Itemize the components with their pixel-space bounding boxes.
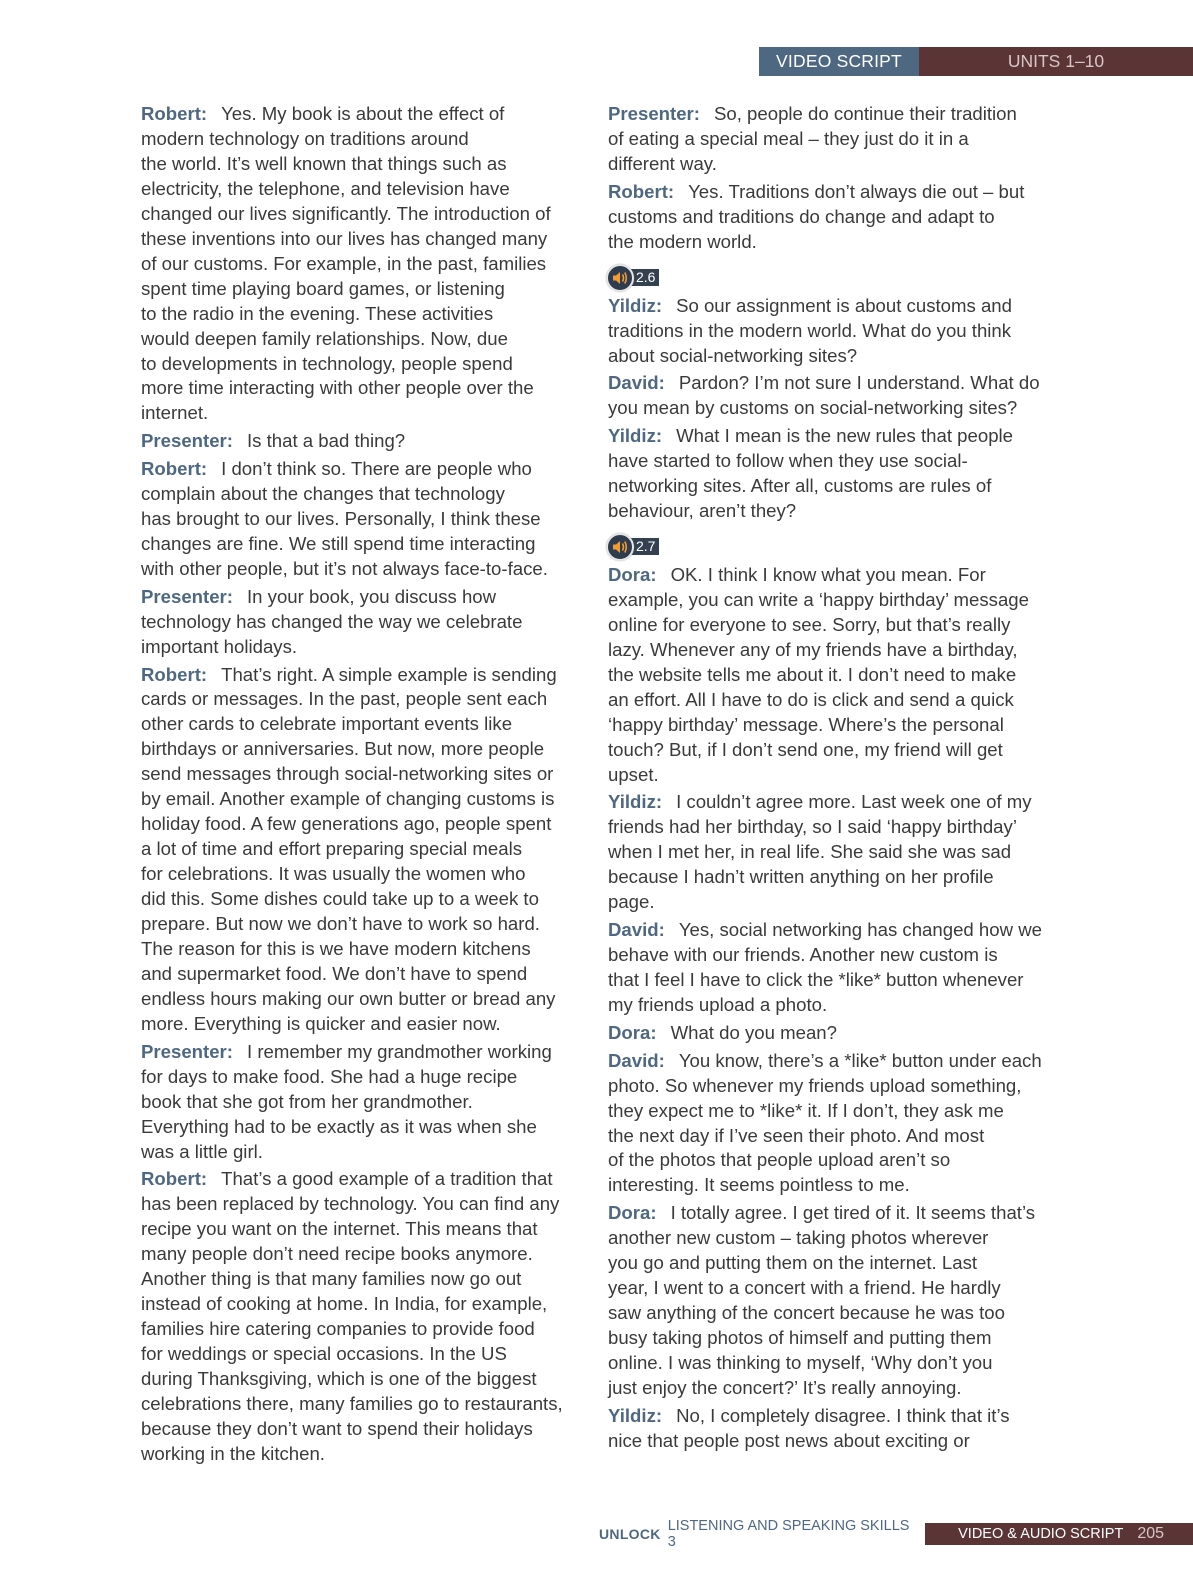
dialogue-turn <box>608 790 1056 915</box>
dialogue-line: complain about the changes that technology <box>141 483 505 505</box>
footer-section-label: VIDEO & AUDIO SCRIPT <box>958 1526 1124 1542</box>
dialogue-line: That’s a good example of a tradition that <box>221 1168 553 1190</box>
dialogue-line: So our assignment is about customs and <box>676 294 1012 316</box>
dialogue-line: touch? But, if I don’t send one, my friend will get <box>608 738 1003 760</box>
speaker-icon[interactable] <box>606 264 634 292</box>
dialogue-line: spent time playing board games, or listening <box>141 277 505 299</box>
dialogue-line: busy taking photos of himself and putting them <box>608 1327 992 1349</box>
dialogue-line: when I met her, in real life. She said she was sad <box>608 841 1012 863</box>
dialogue-line: of our customs. For example, in the past, families <box>141 252 547 274</box>
speaker-icon[interactable] <box>606 533 634 561</box>
dialogue-line: nice that people post news about exciting or <box>608 1429 970 1451</box>
dialogue-turn <box>608 180 1056 255</box>
dialogue-line: electricity, the telephone, and television have <box>141 177 510 199</box>
dialogue-line: I couldn’t agree more. Last week one of my <box>676 791 1032 813</box>
dialogue-turn <box>141 585 591 660</box>
dialogue-line: Another thing is that many families now go out <box>141 1268 522 1290</box>
dialogue-line: of eating a special meal – they just do it in a <box>608 127 969 149</box>
dialogue-line: changes are fine. We still spend time interacting <box>141 532 536 554</box>
dialogue-line: book that she got from her grandmother. <box>141 1090 473 1112</box>
dialogue-line: because they don’t want to spend their holidays <box>141 1417 533 1439</box>
dialogue-line: to developments in technology, people spend <box>141 352 513 374</box>
dialogue-turn <box>608 1404 1056 1454</box>
dialogue-line: prepare. But now we don’t have to work so hard. <box>141 913 540 935</box>
speaker-name: Yildiz: <box>608 294 663 316</box>
dialogue-line: recipe you want on the internet. This means that <box>141 1218 538 1240</box>
dialogue-line: just enjoy the concert?’ It’s really annoying. <box>608 1376 962 1398</box>
dialogue-turn <box>141 1167 591 1466</box>
dialogue-turn <box>141 457 591 582</box>
dialogue-block-intro <box>608 102 1056 255</box>
dialogue-line: you go and putting them on the internet. Last <box>608 1252 978 1274</box>
dialogue-line: changed our lives significantly. The introduction of <box>141 202 551 224</box>
audio-track-2-6[interactable] <box>606 265 1056 291</box>
speaker-name: Dora: <box>608 1202 657 1224</box>
dialogue-line: cards or messages. In the past, people sent each <box>141 688 548 710</box>
dialogue-turn <box>608 1201 1056 1401</box>
dialogue-line: So, people do continue their tradition <box>713 103 1017 124</box>
dialogue-line: traditions in the modern world. What do you think <box>608 319 1012 341</box>
speaker-name: Presenter: <box>141 585 233 607</box>
dialogue-line: working in the kitchen. <box>141 1442 325 1464</box>
dialogue-line: families hire catering companies to provide food <box>141 1318 535 1340</box>
speaker-name: Robert: <box>608 180 675 202</box>
dialogue-line: instead of cooking at home. In India, for example, <box>141 1293 548 1315</box>
footer-section-box <box>925 1523 1193 1545</box>
dialogue-line: endless hours making our own butter or bread any <box>141 987 556 1009</box>
dialogue-line: You know, there’s a *like* button under each <box>678 1049 1042 1071</box>
dialogue-line: have started to follow when they use social- <box>608 450 968 472</box>
dialogue-line: more. Everything is quicker and easier now. <box>141 1012 501 1034</box>
dialogue-line: networking sites. After all, customs are rules of <box>608 475 992 497</box>
running-header <box>759 47 1193 76</box>
dialogue-line: you mean by customs on social-networking sites? <box>608 397 1018 419</box>
dialogue-line: Yes, social networking has changed how we <box>678 919 1042 941</box>
dialogue-turn <box>608 1021 1056 1046</box>
dialogue-line: has been replaced by technology. You can find any <box>141 1193 560 1215</box>
dialogue-line: and supermarket food. We don’t have to spend <box>141 962 528 984</box>
dialogue-turn <box>608 371 1056 421</box>
dialogue-line: they expect me to *like* it. If I don’t, they ask me <box>608 1099 1004 1121</box>
speaker-name: Presenter: <box>141 1040 233 1062</box>
right-column <box>608 102 1056 1457</box>
dialogue-line: more time interacting with other people over the <box>141 377 534 399</box>
page-footer <box>599 1518 1193 1550</box>
dialogue-line: internet. <box>141 402 209 424</box>
dialogue-turn <box>608 1049 1056 1199</box>
dialogue-line: That’s right. A simple example is sending <box>221 663 557 685</box>
dialogue-turn <box>608 294 1056 369</box>
dialogue-line: important holidays. <box>141 635 298 657</box>
dialogue-line: OK. I think I know what you mean. For <box>670 563 986 585</box>
dialogue-line: celebrations there, many families go to restaurants, <box>141 1392 563 1414</box>
dialogue-line: Yes. Traditions don’t always die out – but <box>688 180 1025 202</box>
track-number: 2.7 <box>630 538 659 555</box>
dialogue-line: a lot of time and effort preparing special meals <box>141 838 523 860</box>
dialogue-line: technology has changed the way we celebrate <box>141 610 523 632</box>
dialogue-line: modern technology on traditions around <box>141 127 469 149</box>
dialogue-line: for weddings or special occasions. In the US <box>141 1343 507 1365</box>
dialogue-line: The reason for this is we have modern kitchens <box>141 938 531 960</box>
dialogue-line: behave with our friends. Another new custom is <box>608 944 998 966</box>
page-number: 205 <box>1137 1525 1165 1542</box>
units-tab: UNITS 1–10 <box>919 47 1193 76</box>
dialogue-line: friends had her birthday, so I said ‘happy birthday’ <box>608 816 1017 838</box>
dialogue-line: photo. So whenever my friends upload something, <box>608 1074 1022 1096</box>
dialogue-line: online. I was thinking to myself, ‘Why don’t you <box>608 1351 993 1373</box>
speaker-name: Yildiz: <box>608 425 663 447</box>
dialogue-line: What I mean is the new rules that people <box>676 425 1014 447</box>
dialogue-line: Everything had to be exactly as it was when she <box>141 1115 537 1137</box>
dialogue-line: What do you mean? <box>670 1021 837 1043</box>
dialogue-line: during Thanksgiving, which is one of the biggest <box>141 1368 537 1389</box>
dialogue-line: was a little girl. <box>141 1140 263 1162</box>
dialogue-line: for celebrations. It was usually the women who <box>141 863 526 885</box>
dialogue-line: to the radio in the evening. These activities <box>141 302 494 324</box>
dialogue-line: In your book, you discuss how <box>246 585 497 607</box>
dialogue-line: for days to make food. She had a huge recipe <box>141 1065 518 1087</box>
dialogue-line: the world. It’s well known that things such as <box>141 152 507 174</box>
left-column <box>141 102 591 1470</box>
dialogue-line: about social-networking sites? <box>608 344 858 366</box>
speaker-name: David: <box>608 1049 665 1071</box>
dialogue-line: because I hadn’t written anything on her profile <box>608 866 994 888</box>
section-tab: VIDEO SCRIPT <box>759 47 919 76</box>
speaker-name: Presenter: <box>608 103 700 124</box>
dialogue-turn <box>608 563 1056 788</box>
dialogue-line: these inventions into our lives has changed many <box>141 227 548 249</box>
dialogue-line: year, I went to a concert with a friend. He hardly <box>608 1277 1001 1299</box>
speaker-name: Yildiz: <box>608 1404 663 1426</box>
dialogue-line: has brought to our lives. Personally, I think these <box>141 508 541 530</box>
dialogue-line: other cards to celebrate important events like <box>141 713 513 735</box>
dialogue-line: of the photos that people upload aren’t so <box>608 1149 951 1171</box>
speaker-name: Robert: <box>141 663 208 685</box>
dialogue-line: send messages through social-networking sites or <box>141 763 554 785</box>
dialogue-line: behaviour, aren’t they? <box>608 500 797 522</box>
dialogue-line: I don’t think so. There are people who <box>221 458 532 480</box>
dialogue-line: No, I completely disagree. I think that it’s <box>676 1404 1010 1426</box>
dialogue-line: different way. <box>608 152 717 174</box>
dialogue-line: online for everyone to see. Sorry, but that’s really <box>608 613 1011 635</box>
dialogue-line: lazy. Whenever any of my friends have a birthday, <box>608 638 1018 660</box>
dialogue-line: another new custom – taking photos wherever <box>608 1227 989 1249</box>
dialogue-block-2-7 <box>608 563 1056 1454</box>
dialogue-turn <box>608 102 1056 177</box>
speaker-name: Robert: <box>141 458 208 480</box>
dialogue-line: Yes. My book is about the effect of <box>221 103 505 124</box>
speaker-name: David: <box>608 919 665 941</box>
dialogue-line: example, you can write a ‘happy birthday’ message <box>608 588 1029 610</box>
dialogue-turn <box>608 918 1056 1018</box>
dialogue-line: Is that a bad thing? <box>246 430 406 452</box>
book-title: LISTENING AND SPEAKING SKILLS 3 <box>667 1518 910 1550</box>
dialogue-line: the website tells me about it. I don’t need to make <box>608 663 1017 685</box>
dialogue-line: many people don’t need recipe books anymore. <box>141 1243 533 1265</box>
speaker-name: Robert: <box>141 1168 208 1190</box>
dialogue-line: my friends upload a photo. <box>608 993 828 1015</box>
dialogue-line: interesting. It seems pointless to me. <box>608 1174 910 1196</box>
dialogue-turn <box>141 663 591 1037</box>
dialogue-line: saw anything of the concert because he was too <box>608 1302 1005 1324</box>
dialogue-turn <box>608 424 1056 524</box>
dialogue-line: I remember my grandmother working <box>246 1040 552 1062</box>
speaker-name: David: <box>608 372 665 394</box>
dialogue-line: the modern world. <box>608 230 757 252</box>
dialogue-turn <box>141 429 591 454</box>
dialogue-line: birthdays or anniversaries. But now, more people <box>141 738 545 760</box>
dialogue-line: holiday food. A few generations ago, people spent <box>141 813 552 835</box>
dialogue-line: ‘happy birthday’ message. Where’s the personal <box>608 713 1004 735</box>
dialogue-line: page. <box>608 891 655 913</box>
speaker-name: Yildiz: <box>608 791 663 813</box>
dialogue-turn <box>141 1040 591 1165</box>
dialogue-block-2-6 <box>608 294 1056 524</box>
dialogue-line: did this. Some dishes could take up to a week to <box>141 888 539 910</box>
dialogue-line: I totally agree. I get tired of it. It seems that’s <box>670 1202 1036 1224</box>
dialogue-line: upset. <box>608 763 659 785</box>
dialogue-line: an effort. All I have to do is click and send a quick <box>608 688 1014 710</box>
dialogue-turn <box>141 102 591 426</box>
dialogue-line: customs and traditions do change and adapt to <box>608 205 995 227</box>
speaker-name: Dora: <box>608 1021 657 1043</box>
dialogue-line: that I feel I have to click the *like* button whenever <box>608 969 1024 990</box>
speaker-name: Robert: <box>141 103 208 124</box>
brand-logo: UNLOCK <box>599 1526 661 1542</box>
dialogue-line: would deepen family relationships. Now, due <box>141 327 508 349</box>
dialogue-line: Pardon? I’m not sure I understand. What do <box>678 372 1040 394</box>
speaker-name: Dora: <box>608 563 657 585</box>
track-number: 2.6 <box>630 269 659 286</box>
speaker-name: Presenter: <box>141 430 233 452</box>
dialogue-line: by email. Another example of changing customs is <box>141 788 555 810</box>
dialogue-line: the next day if I’ve seen their photo. And most <box>608 1124 985 1146</box>
dialogue-line: with other people, but it’s not always face-to-face. <box>141 557 548 579</box>
audio-track-2-7[interactable] <box>606 534 1056 560</box>
